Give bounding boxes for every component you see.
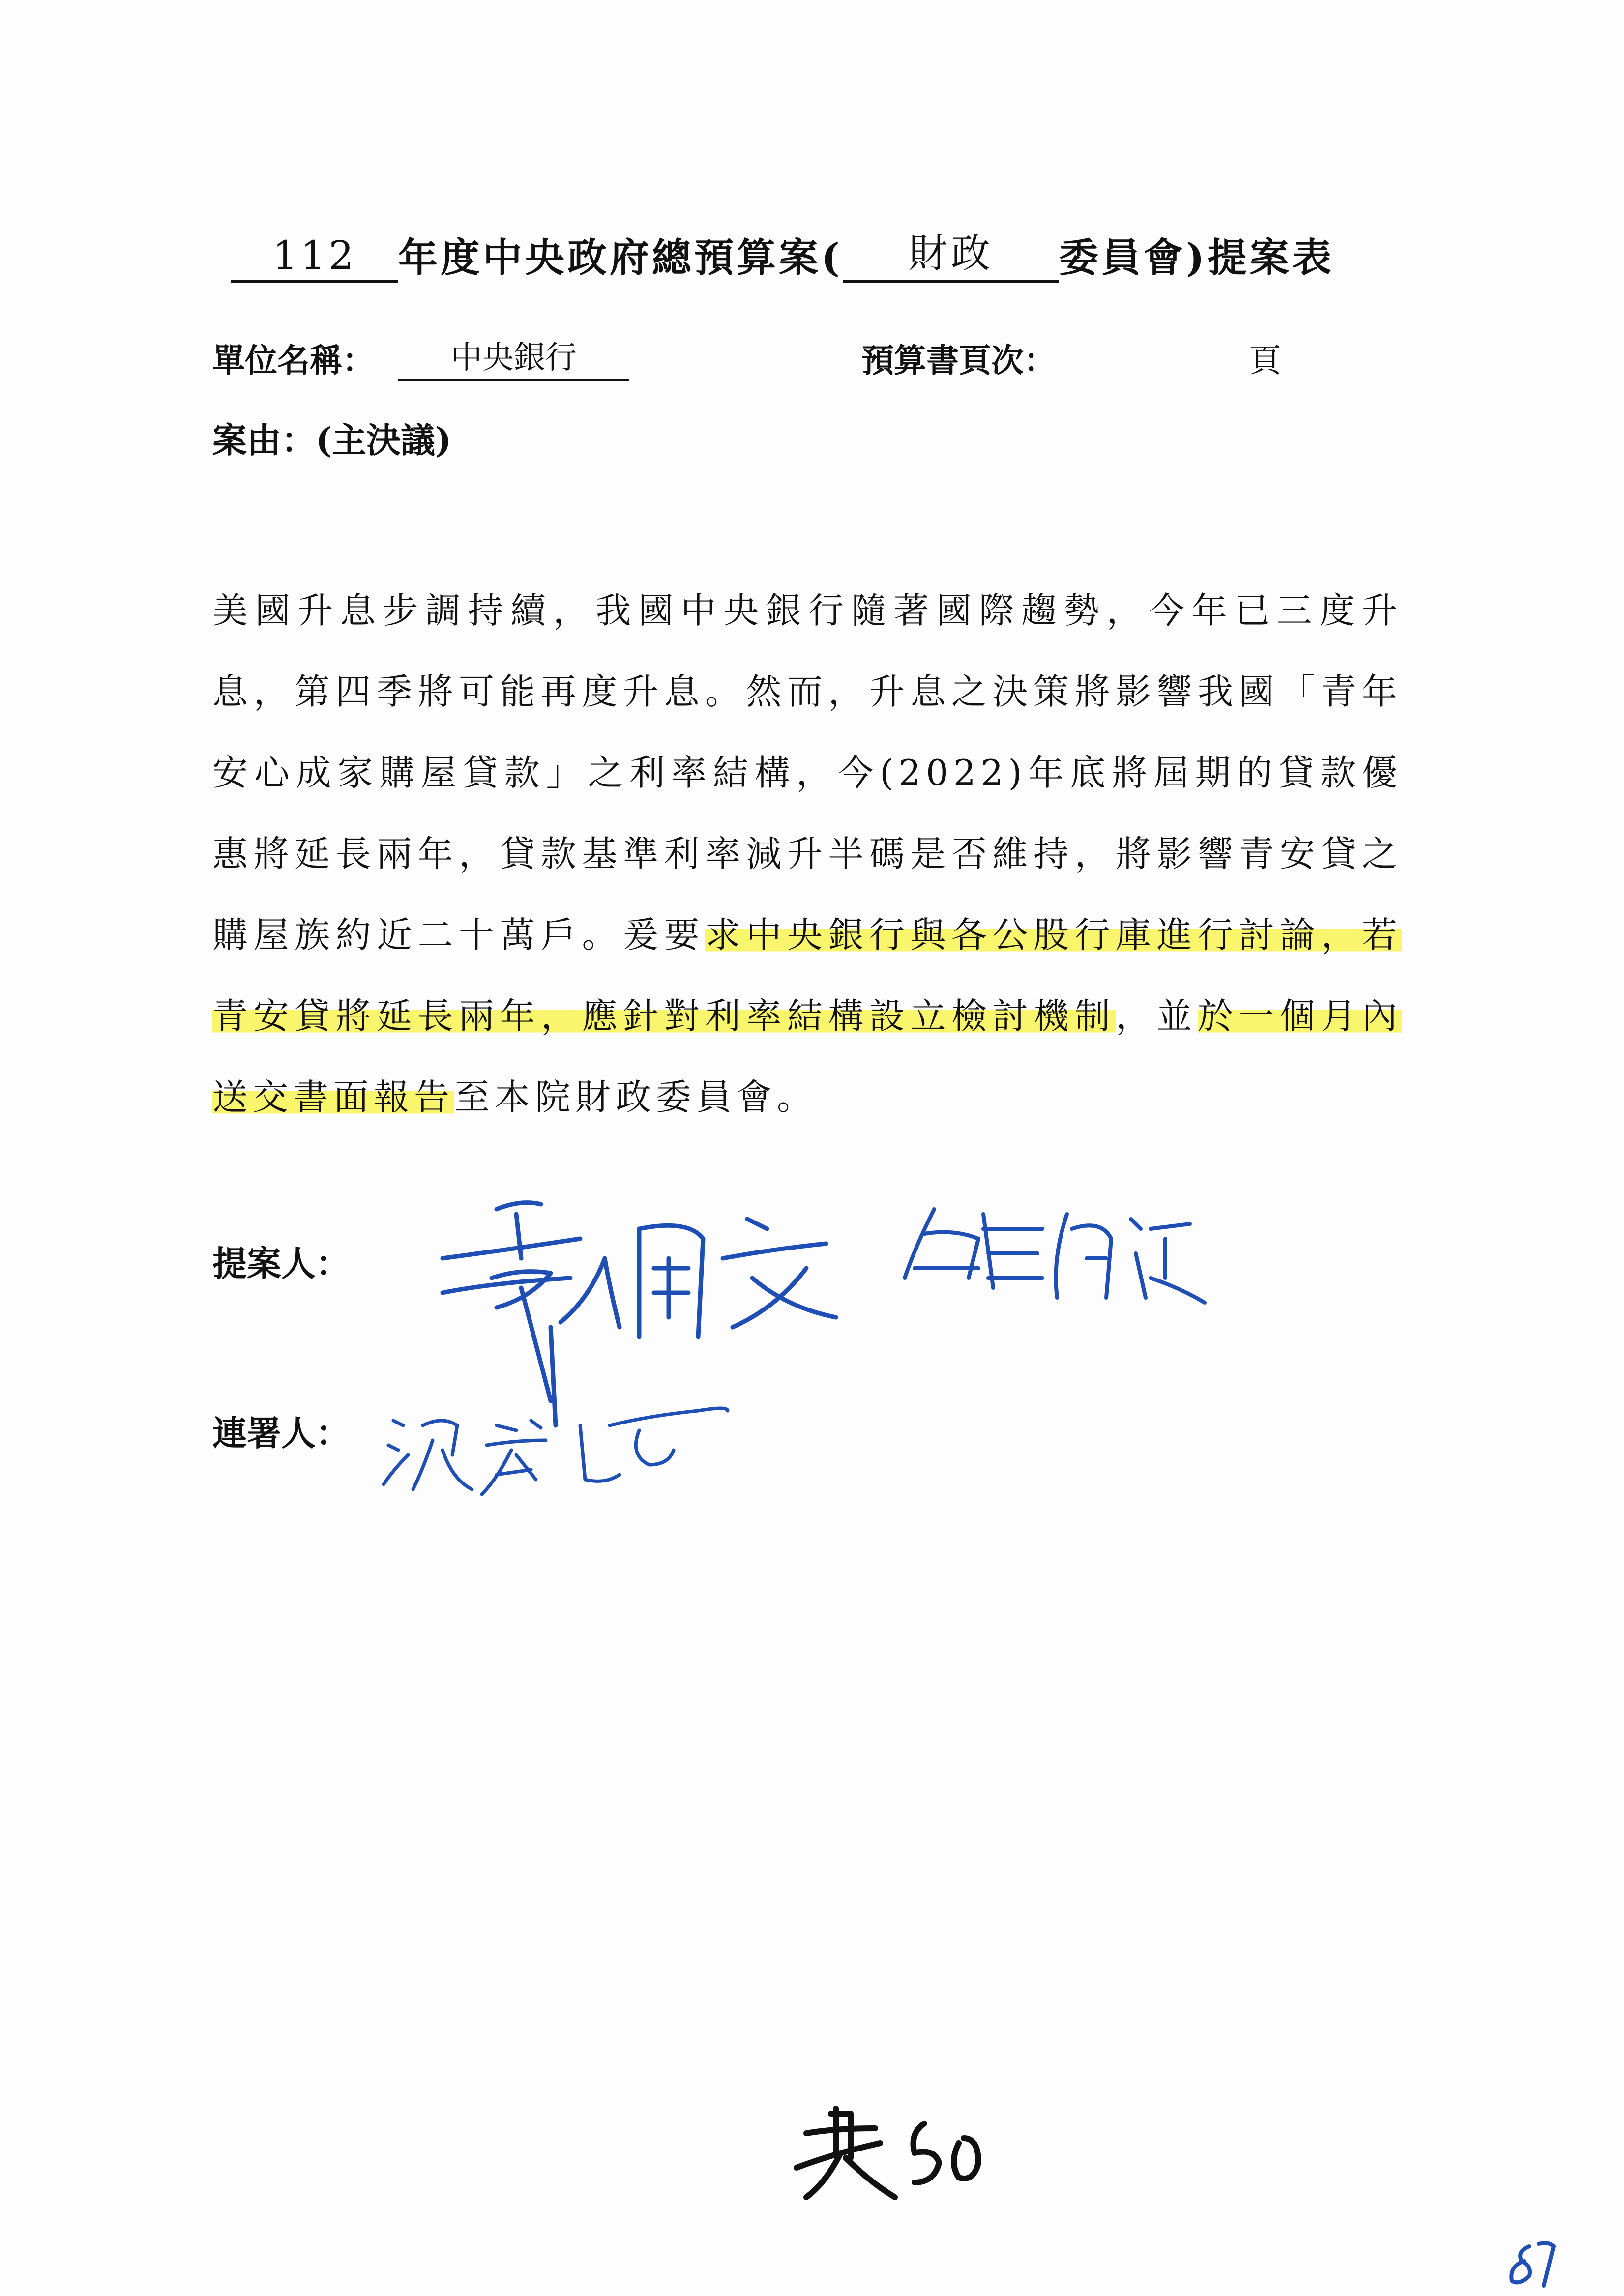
body-text-highlight-1: 求中央銀行與各公股行庫進行討論，若青安貸將延長兩年，應針對利率結構設立檢討機制 xyxy=(212,914,1402,1037)
proposer-label: 提案人： xyxy=(212,1243,350,1284)
cosigner-label: 連署人： xyxy=(212,1413,350,1453)
body-text-highlight-2: 於一個月內送交書面報告 xyxy=(212,995,1402,1118)
title-text-2: 委員會)提案表 xyxy=(1059,234,1334,281)
proposer-signature-1 xyxy=(443,1203,836,1425)
corner-number-mark xyxy=(1511,2243,1554,2286)
budget-page-value: 頁 xyxy=(1249,342,1281,379)
unit-label: 單位名稱： xyxy=(212,341,375,379)
body-text-mid: ，並 xyxy=(1115,995,1198,1037)
proposal-body xyxy=(212,570,1402,1138)
budget-page-label: 預算書頁次： xyxy=(861,341,1056,379)
body-text-plain: 美國升息步調持續，我國中央銀行隨著國際趨勢，今年已三度升息，第四季將可能再度升息。然而，升息之決策將影響我國「青年安心成家購屋貸款」之利率結構，今(2022)年底將屆期的貸款優惠將延長兩年，貸款基準利率減升半碼是否維持，將影響青安貸之購屋族約近二十萬戶。爰要 xyxy=(212,590,1402,956)
committee-name: 財政 xyxy=(843,222,1059,283)
unit-value: 中央銀行 xyxy=(398,332,629,381)
bottom-mark xyxy=(797,2109,978,2197)
cosigner-signature xyxy=(384,1408,728,1494)
reason-label: 案由：(主決議) xyxy=(212,420,452,461)
body-text-end: 至本院財政委員會。 xyxy=(454,1076,818,1118)
info-row xyxy=(212,334,1417,378)
title-text-1: 年度中央政府總預算案( xyxy=(398,234,843,281)
proposer-signature-2 xyxy=(905,1209,1205,1303)
fiscal-year: 112 xyxy=(231,233,398,283)
form-title xyxy=(231,224,1334,283)
